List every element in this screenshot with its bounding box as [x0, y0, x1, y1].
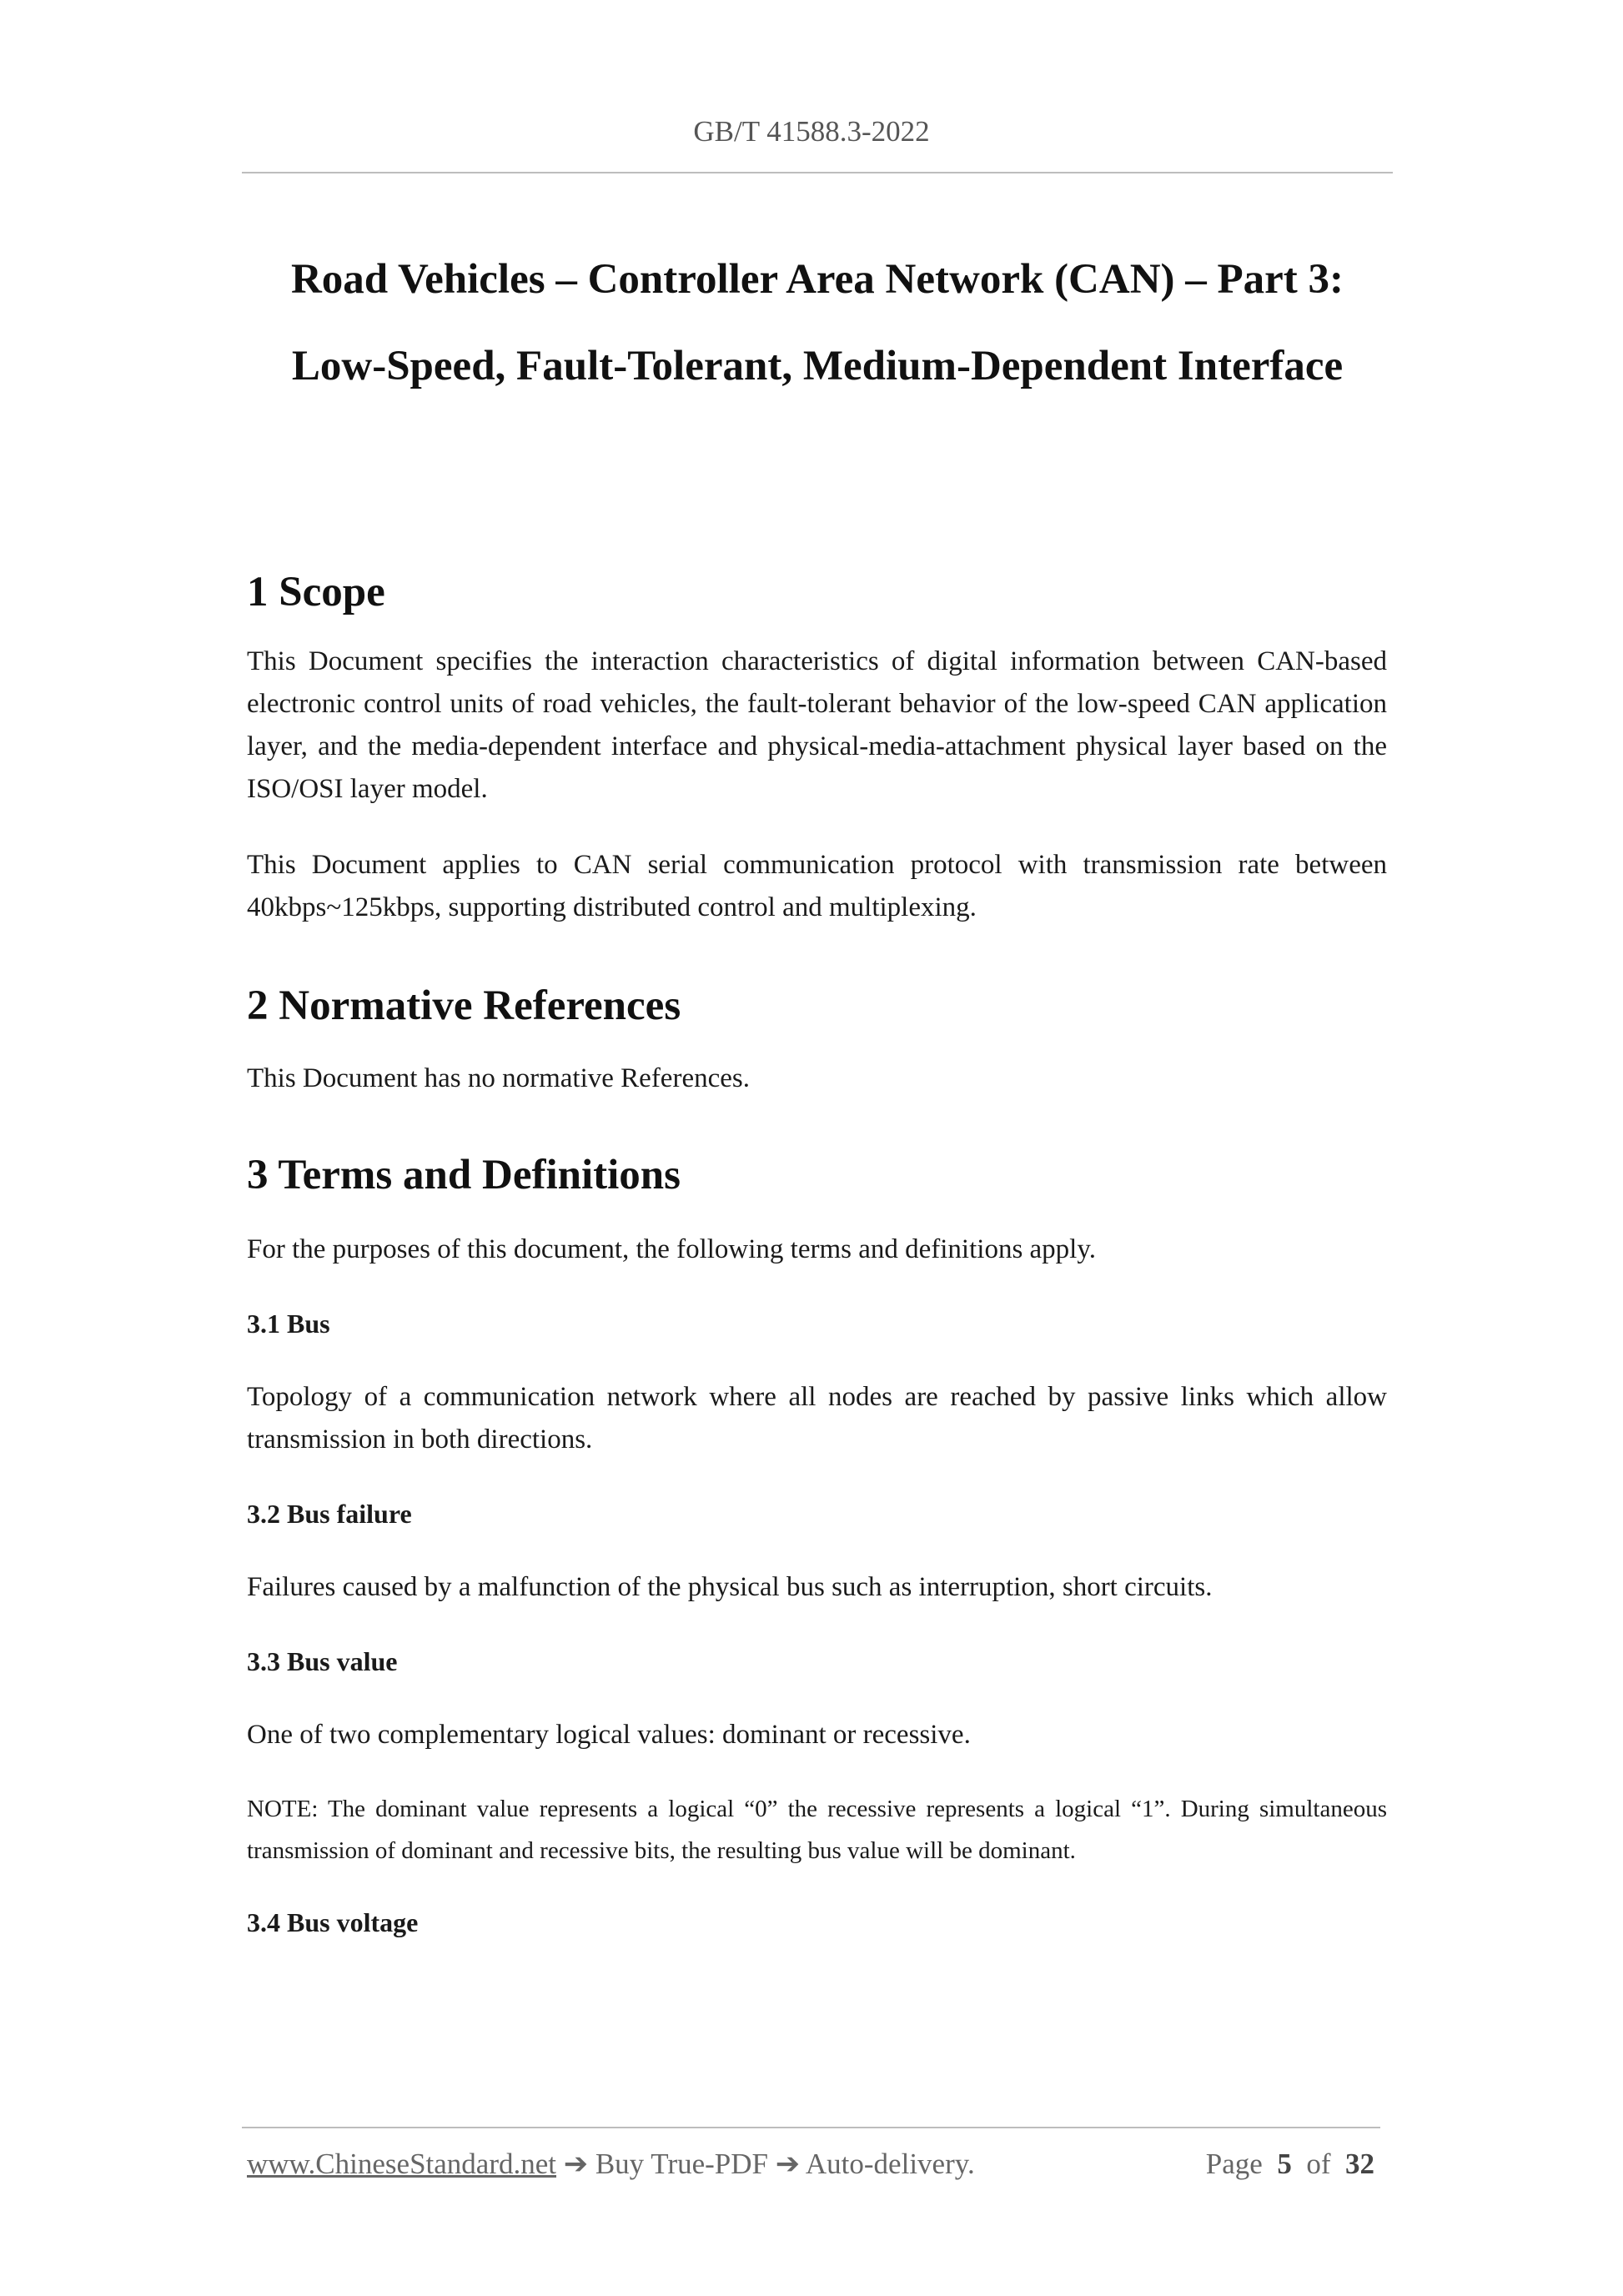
term-definition: Topology of a communication network where all nodes are reached by passive links which allow transmission in both directions.: [247, 1382, 1387, 1454]
footer-divider: [242, 2127, 1380, 2128]
term-definition: One of two complementary logical values: dominant or recessive.: [247, 1720, 971, 1750]
document-title: [242, 236, 1393, 409]
term-title: 3.4 Bus voltage: [247, 1907, 419, 1937]
section-heading-normative-references: 2 Normative References: [247, 982, 681, 1029]
running-header: GB/T 41588.3-2022: [693, 115, 930, 148]
terms-intro-paragraph: For the purposes of this document, the following terms and definitions apply.: [247, 1234, 1096, 1264]
document-body: [247, 550, 1387, 1943]
header-divider: [242, 172, 1393, 173]
title-line-2: Low-Speed, Fault-Tolerant, Medium-Dependent Interface: [291, 343, 1344, 389]
total-pages: 32: [1345, 2148, 1374, 2180]
normative-references-paragraph: This Document has no normative References.: [247, 1063, 750, 1093]
term-title: 3.2 Bus failure: [247, 1499, 412, 1529]
section-heading-scope: 1 Scope: [247, 569, 385, 615]
arrow-right-icon: ➔: [563, 2148, 589, 2180]
auto-delivery-text: Auto-delivery.: [805, 2148, 975, 2180]
arrow-right-icon: ➔: [775, 2148, 801, 2180]
term-note: NOTE: The dominant value represents a logical “0” the recessive represents a logical “1”. During simultaneous transmission of dominant and recessive bits, the resulting bus value will be dominant.: [247, 1796, 1387, 1864]
term-title: 3.3 Bus value: [247, 1646, 398, 1676]
page-indicator: [1206, 2148, 1374, 2181]
scope-paragraph-1: This Document specifies the interaction characteristics of digital information between CAN-based electronic control units of road vehicles, the fault-tolerant behavior of the low-speed CAN application layer, and the media-dependent interface and physical-media-attachment physical layer based on the ISO/OSI layer model.: [247, 646, 1387, 804]
footer-promo: [247, 2148, 975, 2181]
buy-true-pdf-text: Buy True-PDF: [595, 2148, 768, 2180]
term-definition: Failures caused by a malfunction of the physical bus such as interruption, short circuits.: [247, 1572, 1213, 1602]
scope-paragraph-2: This Document applies to CAN serial communication protocol with transmission rate between 40kbps~125kbps, supporting distributed control and multiplexing.: [247, 850, 1387, 922]
of-label: of: [1306, 2148, 1331, 2180]
page-number: 5: [1277, 2148, 1292, 2180]
term-title: 3.1 Bus: [247, 1309, 330, 1339]
section-heading-terms-definitions: 3 Terms and Definitions: [247, 1152, 681, 1198]
page-label: Page: [1205, 2148, 1263, 2180]
site-link[interactable]: www.ChineseStandard.net: [247, 2148, 556, 2180]
title-line-1: Road Vehicles – Controller Area Network (CAN) – Part 3:: [290, 256, 1344, 303]
